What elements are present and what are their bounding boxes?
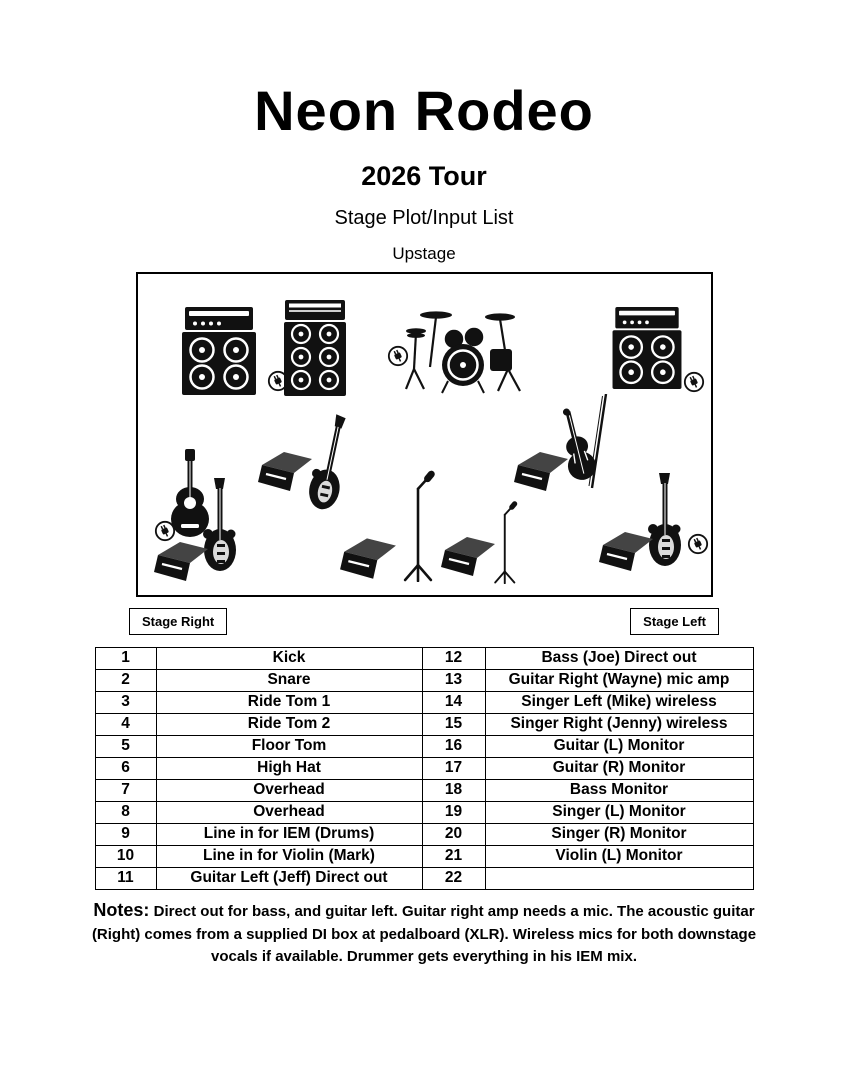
input-label: Overhead bbox=[156, 779, 422, 801]
input-number: 13 bbox=[422, 669, 485, 691]
input-label: Singer (L) Monitor bbox=[485, 801, 753, 823]
input-number: 22 bbox=[422, 867, 485, 889]
notes-paragraph bbox=[74, 897, 774, 969]
stage-left-label: Stage Left bbox=[630, 608, 719, 635]
input-number: 2 bbox=[95, 669, 156, 691]
notes-label: Notes: bbox=[93, 899, 150, 920]
input-number: 20 bbox=[422, 823, 485, 845]
input-label: Guitar (L) Monitor bbox=[485, 735, 753, 757]
table-row bbox=[95, 757, 753, 779]
monitor-wedge-icon bbox=[340, 538, 396, 578]
input-label: Ride Tom 1 bbox=[156, 691, 422, 713]
document-subheading: Stage Plot/Input List bbox=[334, 206, 514, 229]
mic-stand-icon bbox=[495, 500, 518, 583]
input-number: 21 bbox=[422, 845, 485, 867]
input-label: Singer Right (Jenny) wireless bbox=[485, 713, 753, 735]
table-row bbox=[95, 867, 753, 889]
input-label bbox=[485, 867, 753, 889]
input-label: Violin (L) Monitor bbox=[485, 845, 753, 867]
input-list-table bbox=[95, 647, 754, 890]
stage-right-label: Stage Right bbox=[129, 608, 227, 635]
input-number: 12 bbox=[422, 647, 485, 669]
stage-diagram bbox=[136, 272, 713, 597]
electric-guitar-icon bbox=[648, 473, 681, 566]
input-label: Ride Tom 2 bbox=[156, 713, 422, 735]
input-label: Guitar Right (Wayne) mic amp bbox=[485, 669, 753, 691]
input-label: High Hat bbox=[156, 757, 422, 779]
stage-orientation-row bbox=[129, 608, 719, 635]
table-row bbox=[95, 779, 753, 801]
input-label: Guitar Left (Jeff) Direct out bbox=[156, 867, 422, 889]
input-number: 1 bbox=[95, 647, 156, 669]
table-row bbox=[95, 647, 753, 669]
power-drop-icon bbox=[684, 373, 702, 391]
input-number: 4 bbox=[95, 713, 156, 735]
input-number: 9 bbox=[95, 823, 156, 845]
bass-guitar-icon bbox=[305, 412, 355, 512]
upstage-label: Upstage bbox=[392, 243, 456, 263]
input-number: 7 bbox=[95, 779, 156, 801]
monitor-wedge-icon bbox=[258, 452, 312, 491]
monitor-wedge-icon bbox=[514, 452, 568, 491]
monitor-wedge-icon bbox=[154, 542, 208, 581]
monitor-wedge-icon bbox=[441, 537, 495, 576]
input-number: 3 bbox=[95, 691, 156, 713]
mic-stand-icon bbox=[405, 469, 436, 581]
table-row bbox=[95, 735, 753, 757]
power-drop-icon bbox=[688, 535, 706, 553]
input-label: Overhead bbox=[156, 801, 422, 823]
guitar-amp-stack-icon bbox=[182, 307, 256, 395]
input-label: Bass Monitor bbox=[485, 779, 753, 801]
table-row bbox=[95, 713, 753, 735]
stage-diagram-canvas bbox=[138, 274, 711, 595]
input-label: Snare bbox=[156, 669, 422, 691]
input-number: 14 bbox=[422, 691, 485, 713]
bass-amp-stack-icon bbox=[284, 300, 346, 396]
table-row bbox=[95, 691, 753, 713]
guitar-amp-stack-icon bbox=[612, 307, 681, 389]
tour-subtitle: 2026 Tour bbox=[361, 160, 487, 191]
table-row bbox=[95, 669, 753, 691]
table-row bbox=[95, 823, 753, 845]
input-label: Guitar (R) Monitor bbox=[485, 757, 753, 779]
monitor-wedge-icon bbox=[599, 532, 653, 571]
input-number: 15 bbox=[422, 713, 485, 735]
input-number: 17 bbox=[422, 757, 485, 779]
table-row bbox=[95, 801, 753, 823]
input-number: 16 bbox=[422, 735, 485, 757]
input-label: Singer (R) Monitor bbox=[485, 823, 753, 845]
input-number: 19 bbox=[422, 801, 485, 823]
input-number: 10 bbox=[95, 845, 156, 867]
acoustic-guitar-icon bbox=[171, 449, 209, 537]
input-label: Singer Left (Mike) wireless bbox=[485, 691, 753, 713]
power-drop-icon bbox=[155, 522, 173, 540]
notes-text: Direct out for bass, and guitar left. Guitar right amp needs a mic. The acoustic guitar (Right) comes from a supplied DI box at pedalboard (XLR). Wireless mics for both downstage vocals if available. Drummer gets everything in his IEM mix. bbox=[91, 902, 757, 966]
input-number: 5 bbox=[95, 735, 156, 757]
input-number: 6 bbox=[95, 757, 156, 779]
input-number: 8 bbox=[95, 801, 156, 823]
input-label: Line in for Violin (Mark) bbox=[156, 845, 422, 867]
table-row bbox=[95, 845, 753, 867]
input-number: 18 bbox=[422, 779, 485, 801]
input-number: 11 bbox=[95, 867, 156, 889]
input-label: Bass (Joe) Direct out bbox=[485, 647, 753, 669]
input-label: Floor Tom bbox=[156, 735, 422, 757]
page-title: Neon Rodeo bbox=[254, 79, 594, 142]
input-label: Line in for IEM (Drums) bbox=[156, 823, 422, 845]
drum-kit-icon bbox=[406, 311, 520, 393]
power-drop-icon bbox=[388, 347, 406, 365]
violin-icon bbox=[553, 394, 605, 488]
input-label: Kick bbox=[156, 647, 422, 669]
